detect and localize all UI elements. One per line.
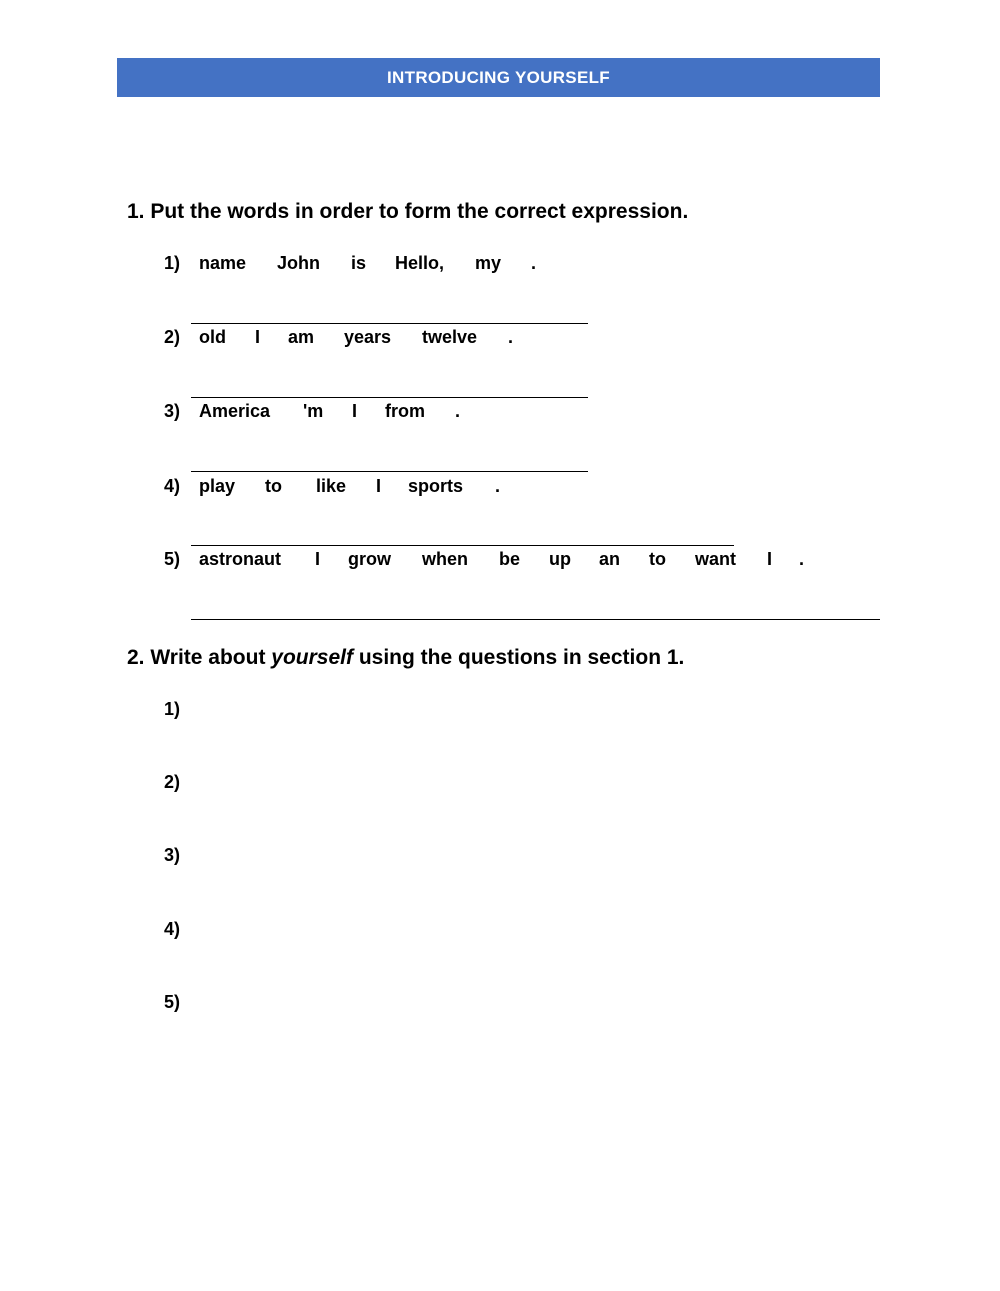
scrambled-word: want	[695, 549, 737, 569]
scrambled-word: .	[495, 476, 501, 496]
scrambled-word: I	[315, 549, 321, 569]
scrambled-word: name	[199, 253, 247, 273]
s2-item-number: 3)	[164, 845, 181, 865]
s1-item-number: 1)	[164, 253, 181, 273]
scrambled-word: John	[277, 253, 320, 273]
scrambled-word: am	[288, 327, 315, 347]
scrambled-word: an	[599, 549, 621, 569]
scrambled-word: from	[385, 401, 425, 421]
scrambled-word: .	[799, 549, 805, 569]
s1-item-number: 5)	[164, 549, 181, 569]
s1-item-number: 3)	[164, 401, 181, 421]
scrambled-word: grow	[348, 549, 391, 569]
scrambled-word: Hello,	[395, 253, 445, 273]
scrambled-word: I	[767, 549, 773, 569]
scrambled-word: .	[508, 327, 514, 347]
scrambled-word: when	[422, 549, 469, 569]
scrambled-word: play	[199, 476, 236, 496]
scrambled-word: my	[475, 253, 502, 273]
scrambled-word: America	[199, 401, 271, 421]
section2-heading-post: using the questions in section 1.	[353, 646, 685, 669]
s2-item-number: 4)	[164, 919, 181, 939]
s2-item-number: 1)	[164, 699, 181, 719]
section1-heading: 1. Put the words in order to form the correct expression.	[127, 200, 689, 223]
scrambled-word: .	[455, 401, 461, 421]
scrambled-word: old	[199, 327, 226, 347]
answer-line-3[interactable]	[191, 471, 588, 472]
worksheet-title-banner	[117, 58, 880, 97]
s2-item-number: 5)	[164, 992, 181, 1012]
scrambled-word: to	[265, 476, 282, 496]
s1-item-number: 4)	[164, 476, 181, 496]
section2-heading-pre: 2. Write about	[127, 646, 272, 669]
answer-line-1[interactable]	[191, 323, 588, 324]
section2-heading-emphasis: yourself	[271, 646, 353, 669]
section2-heading	[127, 646, 684, 670]
scrambled-word: 'm	[303, 401, 324, 421]
scrambled-word: I	[352, 401, 358, 421]
scrambled-word: up	[549, 549, 571, 569]
scrambled-word: I	[255, 327, 261, 347]
worksheet-title: INTRODUCING YOURSELF	[387, 67, 610, 87]
scrambled-word: is	[351, 253, 367, 273]
scrambled-word: astronaut	[199, 549, 282, 569]
scrambled-word: .	[531, 253, 537, 273]
scrambled-word: sports	[408, 476, 464, 496]
answer-line-2[interactable]	[191, 397, 588, 398]
scrambled-word: like	[316, 476, 347, 496]
scrambled-word: years	[344, 327, 392, 347]
scrambled-word: twelve	[422, 327, 478, 347]
s1-item-number: 2)	[164, 327, 181, 347]
scrambled-word: I	[376, 476, 382, 496]
answer-line-5[interactable]	[191, 619, 880, 620]
answer-line-4[interactable]	[191, 545, 734, 546]
scrambled-word: be	[499, 549, 521, 569]
scrambled-word: to	[649, 549, 666, 569]
s2-item-number: 2)	[164, 772, 181, 792]
